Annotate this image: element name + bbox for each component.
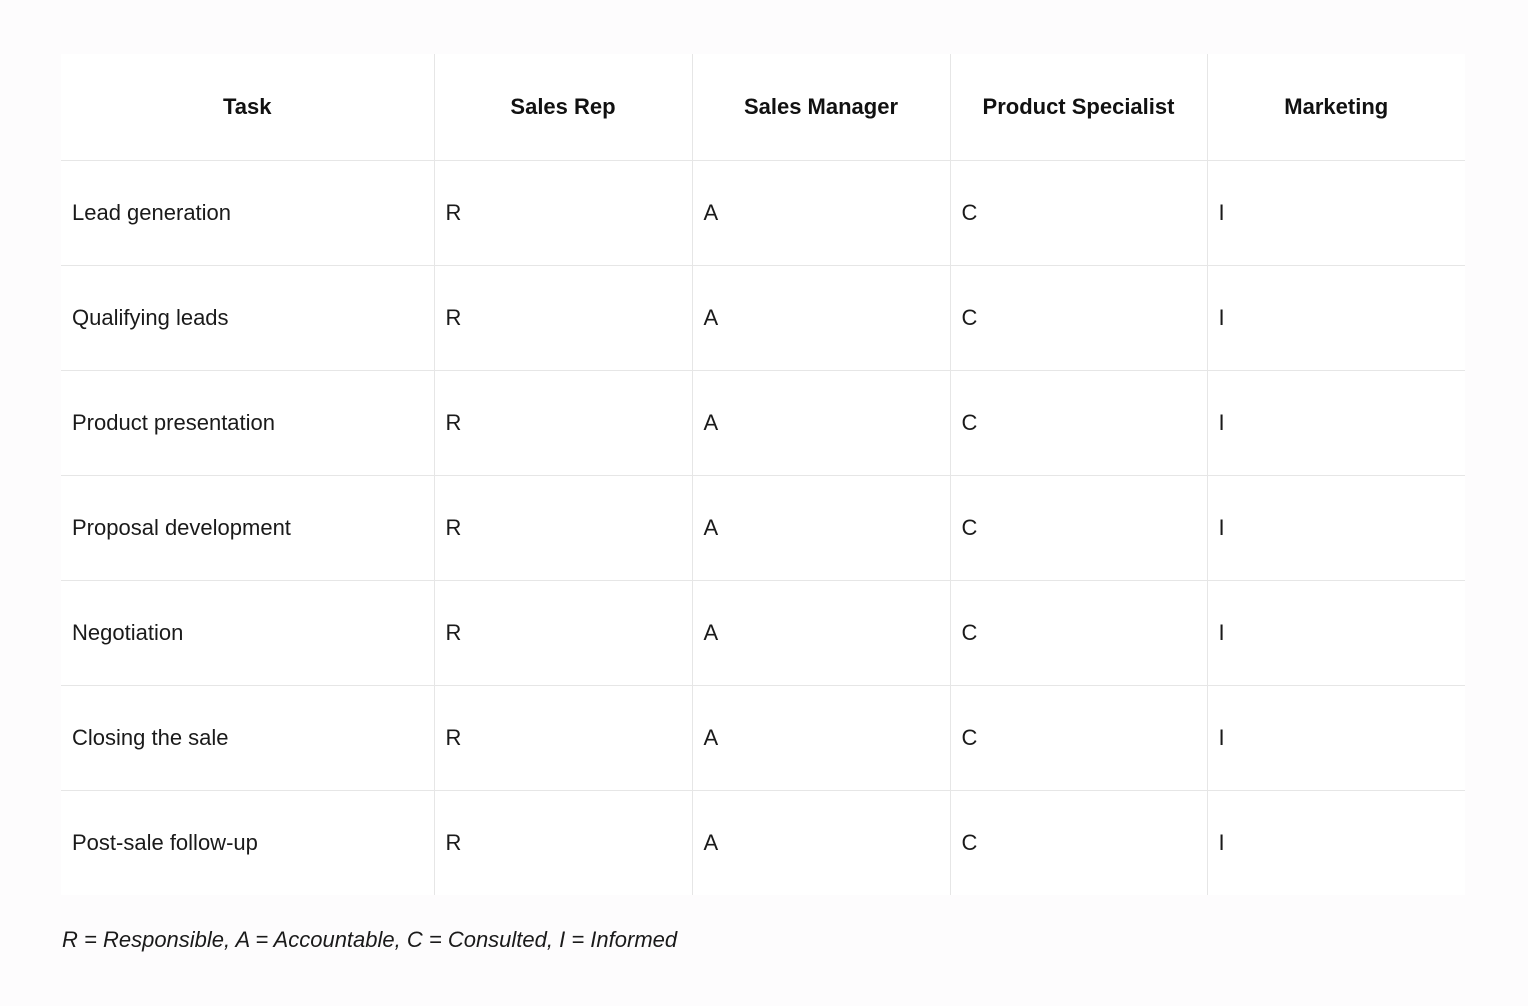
- task-cell: Lead generation: [61, 160, 434, 265]
- product-specialist-cell: C: [950, 580, 1207, 685]
- table-row: [61, 685, 1465, 790]
- task-cell: Negotiation: [61, 580, 434, 685]
- header-marketing: Marketing: [1207, 54, 1465, 160]
- task-cell: Proposal development: [61, 475, 434, 580]
- task-cell: Product presentation: [61, 370, 434, 475]
- product-specialist-cell: C: [950, 790, 1207, 895]
- sales-manager-cell: A: [692, 790, 950, 895]
- header-task: Task: [61, 54, 434, 160]
- task-cell: Closing the sale: [61, 685, 434, 790]
- header-row: [61, 54, 1465, 160]
- product-specialist-cell: C: [950, 475, 1207, 580]
- marketing-cell: I: [1207, 370, 1465, 475]
- table-header: [61, 54, 1465, 160]
- header-product-specialist: Product Specialist: [950, 54, 1207, 160]
- sales-rep-cell: R: [434, 685, 692, 790]
- marketing-cell: I: [1207, 160, 1465, 265]
- marketing-cell: I: [1207, 790, 1465, 895]
- sales-rep-cell: R: [434, 265, 692, 370]
- sales-rep-cell: R: [434, 475, 692, 580]
- table-row: [61, 265, 1465, 370]
- sales-manager-cell: A: [692, 685, 950, 790]
- sales-manager-cell: A: [692, 160, 950, 265]
- raci-legend: R = Responsible, A = Accountable, C = Consulted, I = Informed: [62, 927, 678, 952]
- table-row: [61, 160, 1465, 265]
- header-sales-manager: Sales Manager: [692, 54, 950, 160]
- marketing-cell: I: [1207, 580, 1465, 685]
- sales-rep-cell: R: [434, 580, 692, 685]
- table-row: [61, 370, 1465, 475]
- sales-rep-cell: R: [434, 370, 692, 475]
- raci-matrix-table: [61, 54, 1465, 895]
- table-body: [61, 160, 1465, 895]
- product-specialist-cell: C: [950, 265, 1207, 370]
- table-row: [61, 475, 1465, 580]
- header-sales-rep: Sales Rep: [434, 54, 692, 160]
- marketing-cell: I: [1207, 265, 1465, 370]
- sales-manager-cell: A: [692, 475, 950, 580]
- product-specialist-cell: C: [950, 685, 1207, 790]
- marketing-cell: I: [1207, 685, 1465, 790]
- table-row: [61, 790, 1465, 895]
- sales-manager-cell: A: [692, 580, 950, 685]
- table-row: [61, 580, 1465, 685]
- sales-manager-cell: A: [692, 265, 950, 370]
- task-cell: Post-sale follow-up: [72, 829, 258, 855]
- raci-table-container: [61, 54, 1465, 895]
- marketing-cell: I: [1207, 475, 1465, 580]
- task-cell: Qualifying leads: [61, 265, 434, 370]
- sales-rep-cell: R: [434, 160, 692, 265]
- product-specialist-cell: C: [950, 160, 1207, 265]
- product-specialist-cell: C: [950, 370, 1207, 475]
- sales-rep-cell: R: [434, 790, 692, 895]
- sales-manager-cell: A: [692, 370, 950, 475]
